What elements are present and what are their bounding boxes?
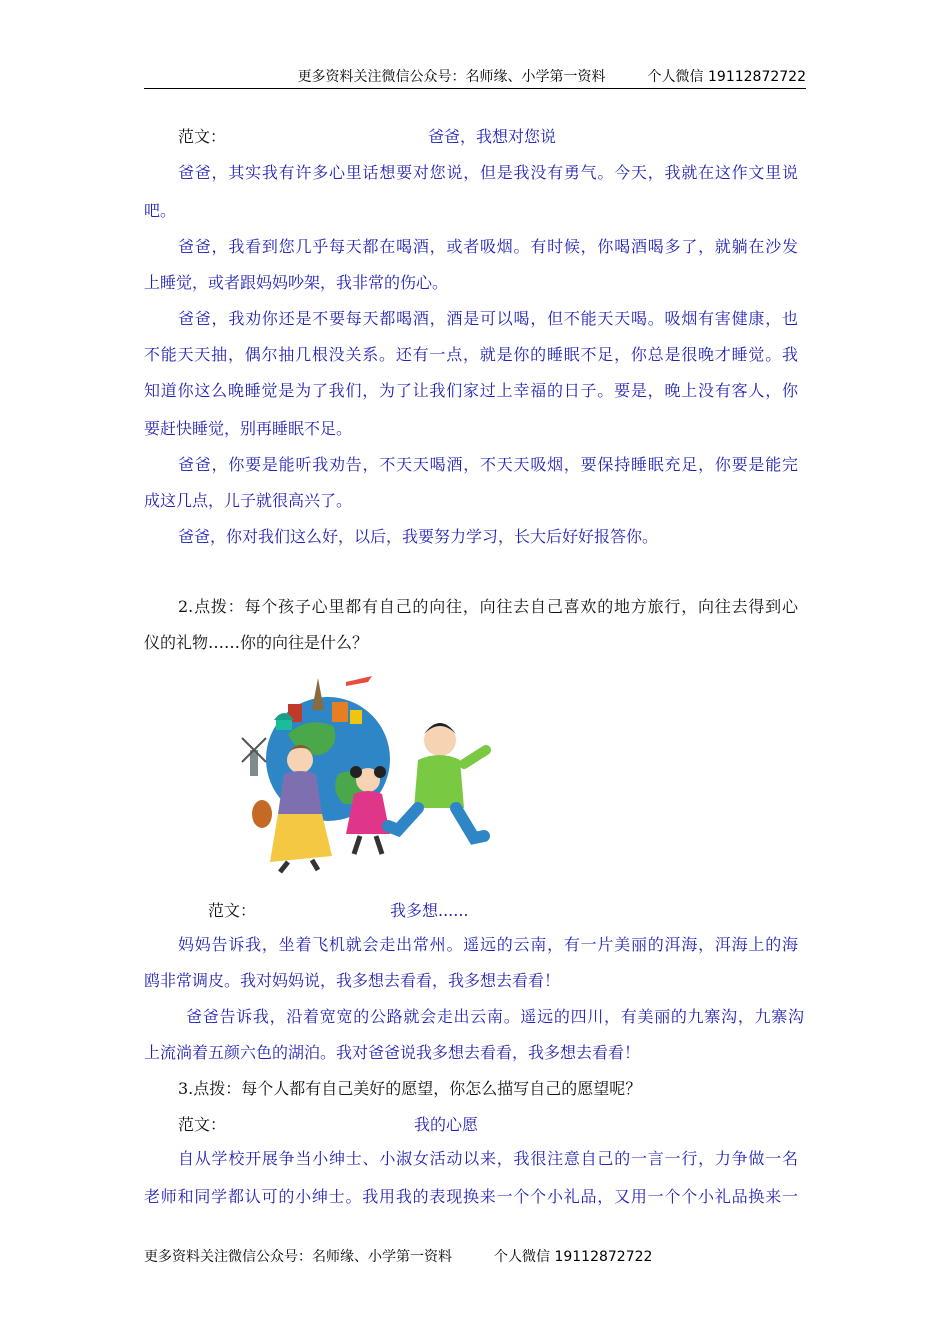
section2-line: 上流淌着五颜六色的湖泊。我对爸爸说我多想去看看，我多想去看看！ — [144, 1043, 641, 1062]
section1-line: 知道你这么晚睡觉是为了我们，为了让我们家过上幸福的日子。要是，晚上没有客人，你 — [144, 381, 798, 400]
section2-prompt: 2.点拨：每个孩子心里都有自己的向往，向往去自己喜欢的地方旅行，向往去得到心 — [178, 597, 798, 616]
section1-line: 吧。 — [144, 201, 177, 220]
section3-label: 范文： — [178, 1115, 227, 1134]
section1-line: 要赶快睡觉，别再睡眠不足。 — [144, 419, 353, 438]
section3-prompt: 3.点拨：每个人都有自己美好的愿望，你怎么描写自己的愿望呢？ — [178, 1079, 642, 1098]
family-travel-illustration — [228, 664, 508, 874]
section1-label: 范文： — [178, 127, 227, 146]
section1-line: 爸爸，你对我们这么好，以后，我要努力学习，长大后好好报答你。 — [178, 527, 659, 546]
section2-title: 我多想...... — [390, 901, 469, 920]
section3-title: 我的心愿 — [414, 1115, 479, 1134]
section3-line: 自从学校开展争当小绅士、小淑女活动以来，我很注意自己的一言一行，力争做一名 — [178, 1149, 798, 1168]
section2-label: 范文： — [208, 901, 257, 920]
section1-title: 爸爸，我想对您说 — [428, 127, 557, 146]
page-footer: 更多资料关注微信公众号：名师缘、小学第一资料 个人微信 19112872722 — [144, 1249, 653, 1265]
header-text: 更多资料关注微信公众号：名师缘、小学第一资料 个人微信 19112872722 — [297, 69, 806, 85]
section2-line: 爸爸告诉我，沿着宽宽的公路就会走出云南。遥远的四川，有美丽的九寨沟，九寨沟 — [186, 1007, 804, 1026]
section2-prompt: 仪的礼物……你的向往是什么？ — [144, 633, 369, 652]
section1-line: 上睡觉，或者跟妈妈吵架，我非常的伤心。 — [144, 273, 449, 292]
section1-line: 爸爸，你要是能听我劝告，不天天喝酒，不天天吸烟，要保持睡眠充足，你要是能完 — [178, 455, 798, 474]
section1-line: 不能天天抽，偶尔抽几根没关系。还有一点，就是你的睡眠不足，你总是很晚才睡觉。我 — [144, 345, 798, 364]
section2-line: 鸥非常调皮。我对妈妈说，我多想去看看，我多想去看看！ — [144, 971, 561, 990]
page-header — [144, 62, 806, 89]
section2-line: 妈妈告诉我，坐着飞机就会走出常州。遥远的云南，有一片美丽的洱海，洱海上的海 — [178, 935, 798, 954]
section1-line: 成这几点，儿子就很高兴了。 — [144, 491, 353, 510]
section3-line: 老师和同学都认可的小绅士。我用我的表现换来一个个小礼品，又用一个个小礼品换来一 — [144, 1187, 798, 1206]
section1-line: 爸爸，我看到您几乎每天都在喝酒，或者吸烟。有时候，你喝酒喝多了，就躺在沙发 — [178, 237, 798, 256]
section1-line: 爸爸，其实我有许多心里话想要对您说，但是我没有勇气。今天，我就在这作文里说 — [178, 163, 798, 182]
section1-line: 爸爸，我劝你还是不要每天都喝酒，酒是可以喝，但不能天天喝。吸烟有害健康，也 — [178, 309, 798, 328]
